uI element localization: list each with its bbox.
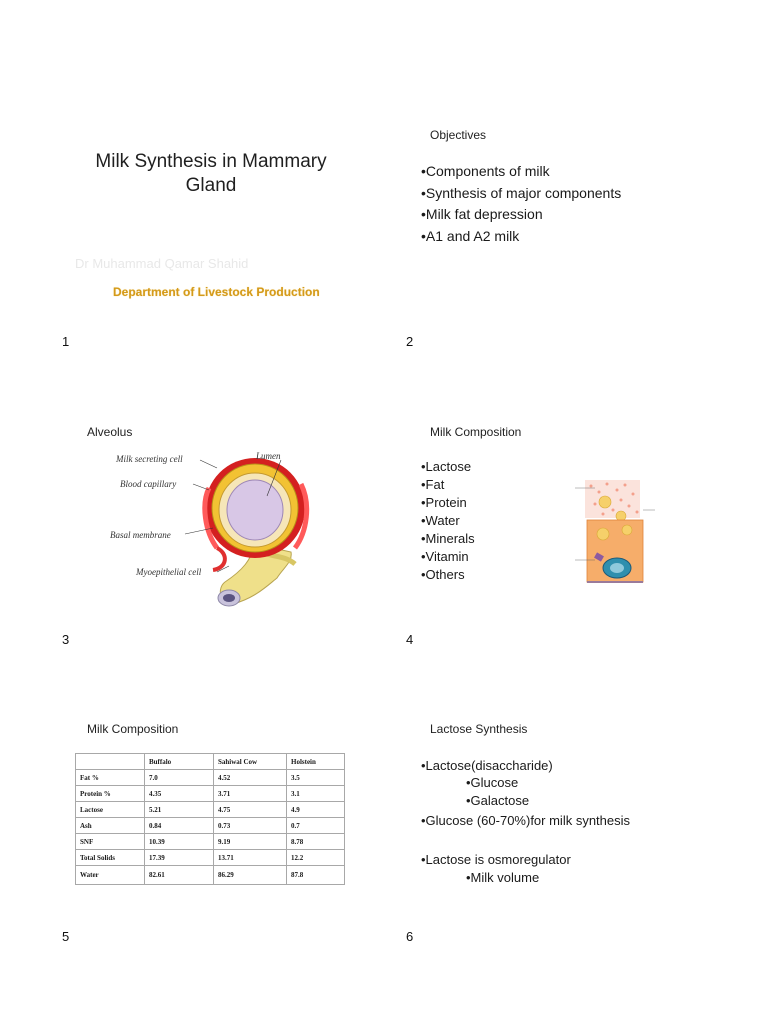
milk-composition-table (75, 753, 345, 885)
slide1-title-line1: Milk Synthesis in Mammary (95, 151, 327, 172)
table-header-cell: Sahiwal Cow (214, 754, 287, 770)
slide2-heading: Objectives (430, 128, 487, 142)
table-cell: 0.84 (145, 818, 214, 834)
table-row (76, 850, 345, 866)
list-item: •Synthesis of major components (421, 184, 622, 201)
slide6-line-osmoregulator: •Lactose is osmoregulator (421, 852, 571, 867)
page-number-3: 3 (62, 632, 70, 647)
table-row (76, 834, 345, 850)
label-myoepithelial-cell: Myoepithelial cell (136, 567, 202, 577)
slide2-objectives-list (421, 161, 621, 247)
list-item: •Water (421, 513, 460, 528)
table-cell: 13.71 (214, 850, 287, 866)
list-item: •Vitamin (421, 549, 469, 564)
list-item: •Protein (421, 495, 467, 510)
table-row (76, 818, 345, 834)
table-cell: 4.35 (145, 786, 214, 802)
table-header-cell: Holstein (287, 754, 345, 770)
cell-diagram (555, 470, 665, 592)
label-lumen: Lumen (256, 451, 281, 461)
list-item: •Components of milk (421, 163, 550, 179)
list-item: •Others (421, 567, 465, 582)
page-number-1: 1 (62, 334, 70, 349)
slide4-components-list (421, 458, 475, 584)
slide5-heading: Milk Composition (87, 722, 179, 736)
table-cell: 3.71 (214, 786, 287, 802)
table-cell: 12.2 (287, 850, 345, 866)
alveolus-diagram (105, 448, 330, 610)
page-number-5: 5 (62, 929, 70, 944)
page-number-4: 4 (406, 632, 414, 647)
table-cell: Lactose (76, 802, 145, 818)
table-cell: Fat % (76, 770, 145, 786)
table-cell: Total Solids (76, 850, 145, 866)
slide1-author: Dr Muhammad Qamar Shahid (75, 256, 249, 271)
table-cell: Ash (76, 818, 145, 834)
slide6-heading: Lactose Synthesis (430, 722, 528, 736)
table-row (76, 770, 345, 786)
slide6-line-glucose: •Glucose (60-70%)for milk synthesis (421, 813, 631, 828)
list-item: •A1 and A2 milk (421, 227, 520, 244)
slide1-title-line2: Gland (185, 175, 237, 196)
alveolus-illustration (105, 448, 330, 610)
table-cell: 10.39 (145, 834, 214, 850)
table-cell: 9.19 (214, 834, 287, 850)
table-header-cell (76, 754, 145, 770)
table-cell: SNF (76, 834, 145, 850)
table-header-row (76, 754, 345, 770)
page-number-6: 6 (406, 929, 414, 944)
slide6-sub-galactose: •Galactose (466, 793, 530, 808)
table-cell: 0.7 (287, 818, 345, 834)
slide6-line-lactose: •Lactose(disaccharide) (421, 758, 553, 773)
table-cell: 3.1 (287, 786, 345, 802)
table-cell: 17.39 (145, 850, 214, 866)
table-cell: 4.9 (287, 802, 345, 818)
table-cell: Water (76, 866, 145, 885)
slide4-heading: Milk Composition (430, 425, 522, 439)
table-cell: Protein % (76, 786, 145, 802)
list-item: •Minerals (421, 531, 475, 546)
table-row (76, 802, 345, 818)
slide3-heading: Alveolus (87, 425, 133, 439)
list-item: •Lactose (421, 459, 472, 474)
slide6-sub-glucose: •Glucose (466, 775, 519, 790)
table-header-cell: Buffalo (145, 754, 214, 770)
secretory-cell-illustration (555, 470, 665, 592)
table-cell: 86.29 (214, 866, 287, 885)
label-blood-capillary: Blood capillary (120, 479, 177, 489)
table-row (76, 866, 345, 885)
table-cell: 4.75 (214, 802, 287, 818)
table-row (76, 786, 345, 802)
table-cell: 4.52 (214, 770, 287, 786)
label-milk-secreting-cell: Milk secreting cell (116, 454, 183, 464)
table-cell: 7.0 (145, 770, 214, 786)
table-cell: 5.21 (145, 802, 214, 818)
table-cell: 87.8 (287, 866, 345, 885)
slide1-title (66, 150, 356, 198)
list-item: •Milk fat depression (421, 206, 543, 222)
slide6-sub-milk-volume: •Milk volume (466, 870, 540, 885)
table-cell: 3.5 (287, 770, 345, 786)
page-number-2: 2 (406, 334, 414, 349)
table-cell: 8.78 (287, 834, 345, 850)
table-cell: 82.61 (145, 866, 214, 885)
table-cell: 0.73 (214, 818, 287, 834)
label-basal-membrane: Basal membrane (110, 530, 171, 540)
slide1-department: Department of Livestock Production (113, 285, 320, 299)
list-item: •Fat (421, 477, 445, 492)
